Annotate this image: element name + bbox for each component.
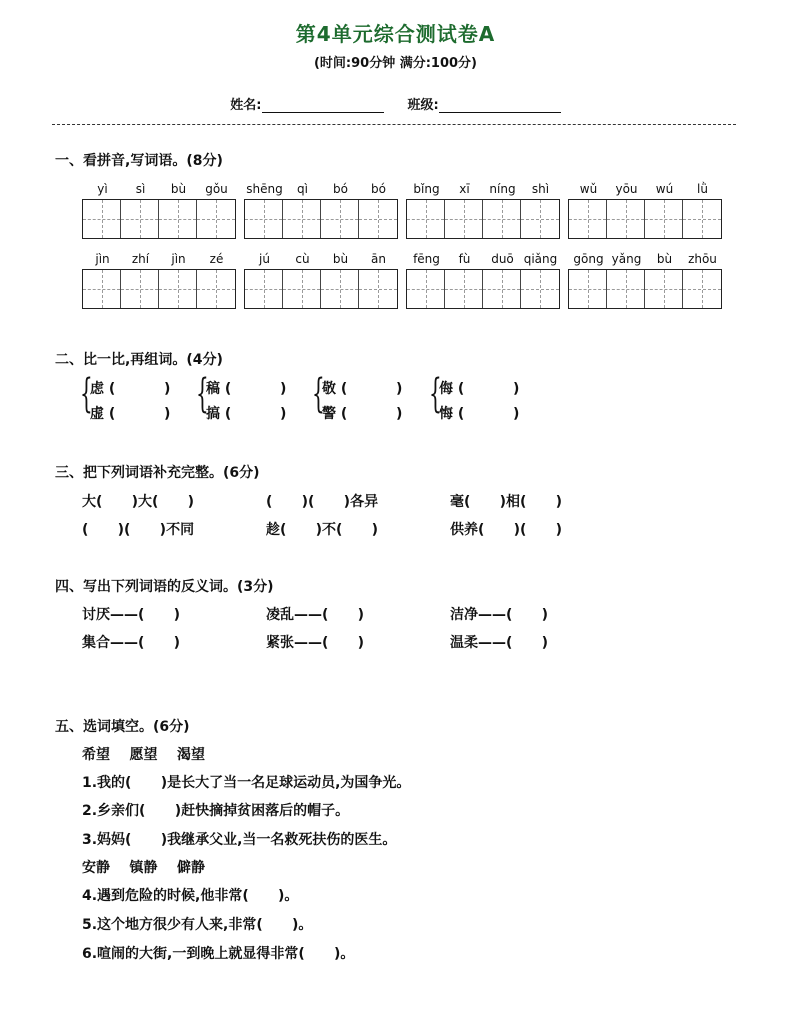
character-write-cell[interactable] — [407, 200, 445, 238]
character-write-cell[interactable] — [445, 270, 483, 308]
fill-item-2[interactable]: ( )( )各异 — [266, 494, 379, 510]
pinyin-label: gōng — [573, 252, 604, 266]
student-info — [0, 94, 791, 113]
character-write-cell[interactable] — [521, 200, 559, 238]
question-3[interactable]: 3.妈妈( )我继承父业,当一名救死扶伤的医生。 — [82, 832, 397, 848]
pinyin-label: xī — [459, 182, 470, 196]
pinyin-label: yì — [97, 182, 108, 196]
compare-word-1a[interactable]: 虑 ( ) — [90, 381, 171, 397]
brace-4: { — [429, 371, 442, 417]
write-box-group — [568, 269, 722, 309]
character-write-cell[interactable] — [321, 200, 359, 238]
pinyin-label: bó — [371, 182, 386, 196]
section-5-title: 五、选词填空。(6分) — [55, 719, 190, 735]
character-write-cell[interactable] — [359, 200, 397, 238]
class-field[interactable] — [439, 98, 561, 113]
section-3-title: 三、把下列词语补充完整。(6分) — [55, 465, 260, 481]
pinyin-label: shì — [531, 182, 550, 196]
pinyin-label: sì — [135, 182, 146, 196]
pinyin-label: zhōu — [688, 252, 717, 266]
character-write-cell[interactable] — [521, 270, 559, 308]
character-write-cell[interactable] — [407, 270, 445, 308]
question-6[interactable]: 6.喧闹的大街,一到晚上就显得非常( )。 — [82, 946, 355, 962]
question-2[interactable]: 2.乡亲们( )赶快摘掉贫困落后的帽子。 — [82, 803, 350, 819]
section-1-title: 一、看拼音,写词语。(8分) — [55, 153, 223, 169]
question-4[interactable]: 4.遇到危险的时候,他非常( )。 — [82, 888, 299, 904]
pinyin-label: zhí — [131, 252, 150, 266]
write-box-group — [406, 269, 560, 309]
character-write-cell[interactable] — [245, 270, 283, 308]
character-write-cell[interactable] — [159, 200, 197, 238]
question-1[interactable]: 1.我的( )是长大了当一名足球运动员,为国争光。 — [82, 775, 411, 791]
pinyin-label: bù — [656, 252, 673, 266]
exam-time-score: (时间:90分钟 满分:100分) — [313, 56, 478, 71]
character-write-cell[interactable] — [607, 270, 645, 308]
character-write-cell[interactable] — [121, 200, 159, 238]
compare-word-2a[interactable]: 稿 ( ) — [206, 381, 287, 397]
compare-word-3b[interactable]: 警 ( ) — [322, 406, 403, 422]
antonym-item-1[interactable]: 讨厌——( ) — [82, 607, 181, 623]
character-write-cell[interactable] — [245, 200, 283, 238]
character-write-cell[interactable] — [645, 270, 683, 308]
pinyin-label: wú — [655, 182, 674, 196]
character-write-cell[interactable] — [645, 200, 683, 238]
pinyin-label: qiǎng — [523, 252, 558, 266]
compare-word-2b[interactable]: 搞 ( ) — [206, 406, 287, 422]
character-write-cell[interactable] — [683, 200, 721, 238]
word-choices-1: 希望 愿望 渴望 — [82, 747, 205, 763]
fill-item-1[interactable]: 大( )大( ) — [82, 494, 195, 510]
word-choices-2: 安静 镇静 僻静 — [82, 860, 205, 876]
compare-word-1b[interactable]: 虚 ( ) — [90, 406, 171, 422]
pinyin-label: lǜ — [697, 182, 708, 196]
name-label: 姓名: — [230, 98, 262, 113]
pinyin-label: jìn — [171, 252, 186, 266]
pinyin-label: shēng — [246, 182, 283, 196]
pinyin-label: bǐng — [413, 182, 440, 196]
pinyin-label: zé — [209, 252, 224, 266]
character-write-cell[interactable] — [197, 270, 235, 308]
page-title: 第4单元综合测试卷A — [295, 22, 496, 46]
fill-item-4[interactable]: ( )( )不同 — [82, 522, 195, 538]
fill-item-5[interactable]: 趁( )不( ) — [266, 522, 379, 538]
brace-1: { — [80, 371, 93, 417]
name-field[interactable] — [262, 98, 384, 113]
pinyin-label: fēng — [413, 252, 440, 266]
brace-3: { — [312, 371, 325, 417]
antonym-item-5[interactable]: 紧张——( ) — [266, 635, 365, 651]
character-write-cell[interactable] — [321, 270, 359, 308]
pinyin-label: ān — [371, 252, 386, 266]
question-5[interactable]: 5.这个地方很少有人来,非常( )。 — [82, 917, 313, 933]
antonym-item-6[interactable]: 温柔——( ) — [450, 635, 549, 651]
character-write-cell[interactable] — [483, 270, 521, 308]
fill-item-3[interactable]: 毫( )相( ) — [450, 494, 563, 510]
pinyin-label: gǒu — [205, 182, 228, 196]
pinyin-label: qì — [297, 182, 308, 196]
character-write-cell[interactable] — [569, 200, 607, 238]
pinyin-label: bó — [333, 182, 348, 196]
antonym-item-3[interactable]: 洁净——( ) — [450, 607, 549, 623]
character-write-cell[interactable] — [445, 200, 483, 238]
pinyin-label: yǎng — [611, 252, 642, 266]
compare-word-3a[interactable]: 敬 ( ) — [322, 381, 403, 397]
character-write-cell[interactable] — [83, 270, 121, 308]
section-4-title: 四、写出下列词语的反义词。(3分) — [55, 579, 274, 595]
brace-2: { — [196, 371, 209, 417]
character-write-cell[interactable] — [121, 270, 159, 308]
character-write-cell[interactable] — [283, 200, 321, 238]
pinyin-label: jìn — [95, 252, 110, 266]
character-write-cell[interactable] — [197, 200, 235, 238]
pinyin-label: bù — [332, 252, 349, 266]
section-2-title: 二、比一比,再组词。(4分) — [55, 352, 223, 368]
write-box-group — [406, 199, 560, 239]
character-write-cell[interactable] — [159, 270, 197, 308]
pinyin-label: jú — [259, 252, 270, 266]
character-write-cell[interactable] — [683, 270, 721, 308]
write-box-group — [82, 269, 236, 309]
pinyin-label: wǔ — [579, 182, 598, 196]
character-write-cell[interactable] — [569, 270, 607, 308]
fill-item-6[interactable]: 供养( )( ) — [450, 522, 563, 538]
character-write-cell[interactable] — [607, 200, 645, 238]
pinyin-label: fù — [458, 252, 471, 266]
character-write-cell[interactable] — [483, 200, 521, 238]
cut-line-divider — [52, 124, 736, 125]
pinyin-label: bù — [170, 182, 187, 196]
pinyin-label: yōu — [615, 182, 638, 196]
pinyin-label: cù — [295, 252, 310, 266]
pinyin-label: níng — [489, 182, 516, 196]
write-box-group — [82, 199, 236, 239]
write-box-group — [568, 199, 722, 239]
compare-word-4b[interactable]: 悔 ( ) — [439, 406, 520, 422]
character-write-cell[interactable] — [83, 200, 121, 238]
write-box-group — [244, 199, 398, 239]
write-box-group — [244, 269, 398, 309]
antonym-item-2[interactable]: 凌乱——( ) — [266, 607, 365, 623]
compare-word-4a[interactable]: 侮 ( ) — [439, 381, 520, 397]
class-label: 班级: — [407, 98, 439, 113]
character-write-cell[interactable] — [359, 270, 397, 308]
pinyin-label: duō — [491, 252, 514, 266]
antonym-item-4[interactable]: 集合——( ) — [82, 635, 181, 651]
character-write-cell[interactable] — [283, 270, 321, 308]
